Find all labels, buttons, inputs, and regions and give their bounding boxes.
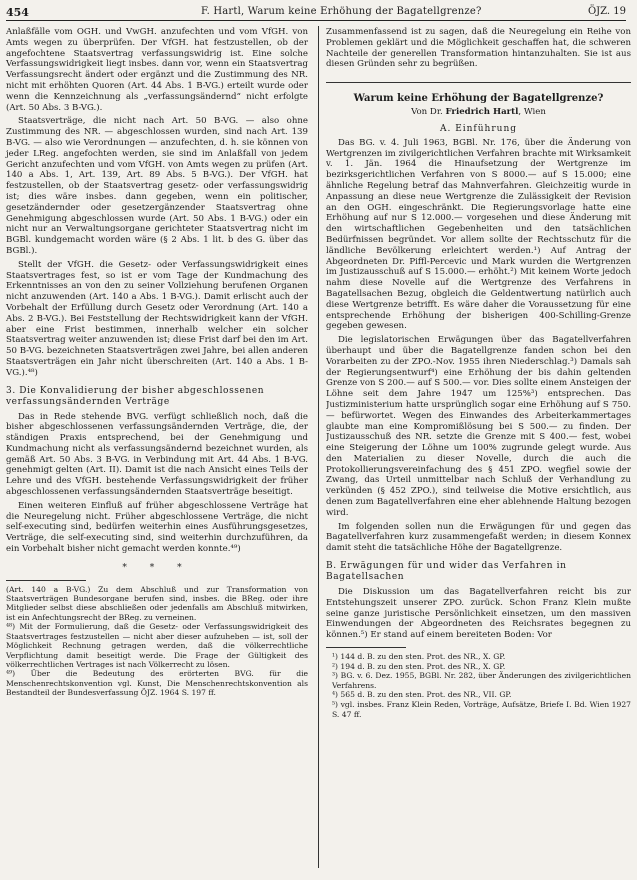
- header-rule: [6, 20, 626, 21]
- footnote-rule: [6, 580, 86, 581]
- paragraph: Stellt der VfGH. die Gesetz- oder Verfassungswidrigkeit eines Staatsvertrages fest, so ist er vom Tage der Kundmachung des Erkenntnisses an von den zu seiner Vollziehung berufenen Organen nicht anzuwenden (Art. 140 a Abs. 1 B-VG.). Damit erlischt auch der Vorbehalt der Erfüllung durch Gesetz oder Verordnung (Art. 140 a Abs. 2 B-VG.). Bei Feststellung der Rechtswidrigkeit kann der VfGH. aber eine Frist bestimmen, innerhalb welcher ein solcher Staatsvertrag weiter anzuwenden ist; diese Frist darf bei den im Art. 50 B-VG. bezeichneten Staatsverträgen zwei Jahre, bei allen anderen Staatsverträgen ein Jahr nicht überschreiten (Art. 140 a Abs. 1 B-VG.).⁴⁸): [6, 259, 308, 378]
- article-title: Warum keine Erhöhung der Bagatellgrenze?: [353, 93, 604, 105]
- right-column: [326, 27, 631, 719]
- footnote: ¹) 144 d. B. zu den sten. Prot. des NR., X. GP.: [332, 652, 506, 662]
- section-heading: B. Erwägungen für und wider das Verfahren in Bagatellsachen: [326, 561, 567, 583]
- footnote: ⁵) vgl. insbes. Franz Klein Reden, Vorträge, Aufsätze, Briefe I. Bd. Wien 1927 S. 47 ff.: [332, 700, 631, 719]
- paragraph: Im folgenden sollen nun die Erwägungen für und gegen das Bagatellverfahren kurz zusammengefaßt werden; in diesem Konnex damit steht die tatsächliche Höhe der Bagatellgrenze.: [326, 521, 631, 554]
- section-separator: * * *: [122, 562, 192, 573]
- footnote: ⁴⁹) Über die Bedeutung des erörterten BVG. für die Menschenrechtskonvention vgl. Kunst, Die Menschenrechtskonvention als Bestandteil der Bundesverfassung ÖJZ. 1964 S. 197 ff.: [6, 669, 308, 698]
- paragraph: Die legislatorischen Erwägungen über das Bagatellverfahren überhaupt und über die Bagatellgrenze fanden schon bei den Vorarbeiten zu der ZPO.-Nov. 1955 ihren Niederschlag.³) Damals sah der Regierungsentwurf⁴) eine Erhöhung der bis dahin geltenden Grenze von S 200.— auf S 500.— vor. Dies sollte einem Ansteigen der Löhne seit dem Jahre 1947 um 125%³) entsprechen. Das Justizministerium hatte ursprünglich sogar eine Erhöhung auf S 750.— befürwortet. Wegen des Einwandes des Arbeiterkammertages glaubte man eine Kompromißlösung bei S 500.— zu finden. Der Justizausschuß des NR. setzte die Grenze mit S 400.— fest, wobei eine Steigerung der Löhne um 100% zugrunde gelegt wurde. Aus den Materialien zu dieser Novelle, durch die auch die Protokollierungsvereinfachung des § 451 ZPO. wegfiel sowie der Zwang, das Urteil unmittelbar nach Schluß der Verhandlung zu verkünden (§ 452 ZPO.), sind teilweise die Motive ersichtlich, aus denen zum Bagatellverfahren eine eher ablehnende Haltung bezogen wird.: [326, 335, 631, 518]
- author-name: Friedrich Hartl: [445, 107, 519, 118]
- journal-label: ÖJZ. 19: [587, 6, 626, 17]
- footnote: ⁴) 565 d. B. zu den sten. Prot. des NR., VII. GP.: [332, 690, 512, 700]
- article-rule: [326, 82, 631, 83]
- paragraph: Staatsverträge, die nicht nach Art. 50 B-VG. — also ohne Zustimmung des NR. — abgeschlossen wurden, sind nach Art. 139 B-VG. — also wie Verordnungen — anzufechten, d. h. sie können von jeder LReg. angefochten werden, sie sind im Anlaßfall von jedem Gericht anzufechten und vom VfGH. von Amts wegen zu prüfen (Art. 140 a Abs. 1, Art. 139, Art. 89 Abs. 5 B-VG.). Der VfGH. hat festzustellen, ob der Staatsvertrag gesetz- oder verfassungswidrig ist; dies wäre insbes. dann gegeben, wenn ein politischer, gesetzändernder oder gesetzergänzender Staatsvertrag ohne Genehmigung abgeschlossen wurde (Art. 50 Abs. 1 B-VG.) oder ein nicht nur an Verwaltungsorgane gerichteter Staatsvertrag nicht im BGBl. kundgemacht worden wäre (§ 2 Abs. 1 lit. b des G. über das BGBl.).: [6, 116, 308, 256]
- author-place: , Wien: [518, 107, 546, 118]
- column-divider: [318, 26, 319, 868]
- footnote: ⁴⁸) Mit der Formulierung, daß die Gesetz- oder Verfassungswidrigkeit des Staatsvertrages festzustellen — nicht aber dieser aufzuheben — ist, soll der Möglichkeit Rechnung getragen werden, daß die völkerrechtliche Verpflichtung damit beseitigt werde. Die Frage der Gültigkeit des völkerrechtlichen Vertrages ist nach Völkerrecht zu lösen.: [6, 622, 308, 669]
- paragraph: Das BG. v. 4. Juli 1963, BGBl. Nr. 176, über die Änderung von Wertgrenzen im zivilgerichtlichen Verfahren brachte mit Wirksamkeit v. 1. Jän. 1964 die Hinaufsetzung der Wertgrenze im bezirksgerichtlichen Verfahren von S 8000.— auf S 15.000; eine ähnliche Regelung betraf das Mahnverfahren. Gleichzeitig wurde in Anpassung an diese neue Wertgrenze die Zulässigkeit der Revision an den OGH. eingeschränkt. Die Regierungsvorlage hatte eine Erhöhung auf nur S 12.000.— vorgesehen und diese Änderung mit den wirtschaftlichen Gegebenheiten und den tatsächlichen Bedürfnissen begründet. Vor allem sollte der Rechtsschutz für die ländliche Bevölkerung erleichtert werden.¹) Auf Antrag der Abgeordneten Dr. Piffl-Percevic und Mark wurden die Wertgrenzen im Justizausschuß auf S 15.000.— erhöht.²) Mit keinem Worte jedoch nahm diese Novelle auf die Wertgrenze des Verfahrens in Bagatellsachen Bezug, obgleich die Geldentwertung natürlich auch diese Wertgrenze betrifft. Es wäre daher die Voraussetzung für eine entsprechende Erhöhung der bisherigen 400-Schilling-Grenze gegeben gewesen.: [326, 137, 631, 332]
- section-heading: A. Einführung: [439, 123, 518, 134]
- paragraph: Das in Rede stehende BVG. verfügt schließlich noch, daß die bisher abgeschlossenen verfassungsändernden Verträge, die, der ständigen Praxis entsprechend, bei der Genehmigung und Kundmachung nicht als verfassungsändernd bezeichnet wurden, als gemäß Art. 50 Abs. 3 B-VG. in Verbindung mit Art. 44 Abs. 1 B-VG. genehmigt gelten (Art. II). Damit ist die nach Ansicht eines Teils der Lehre und des VfGH. bestehende Verfassungswidrigkeit der früher abgeschlossenen verfassungsändernden Staatsverträge beseitigt.: [6, 411, 308, 498]
- section-subheading: 3. Die Konvalidierung der bisher abgeschlossenen verfassungsändernden Verträge: [6, 385, 265, 407]
- footnote: (Art. 140 a B-VG.) Zu dem Abschluß und zur Transformation von Staatsverträgen Bundesorgane berufen sind, insbes. die BReg. oder ihre Mitglieder selbst diese abschließen oder jedenfalls am Abschluß mitwirken, ist ein Anfechtungsrecht der BReg. zu verneinen.: [6, 584, 308, 622]
- left-column: [6, 27, 308, 698]
- footnote: ³) BG. v. 6. Dez. 1955, BGBl. Nr. 282, über Änderungen des zivilgerichtlichen Verfahrens.: [332, 671, 631, 690]
- page-number: 454: [6, 6, 29, 19]
- footnote: ²) 194 d. B. zu den sten. Prot. des NR., X. GP.: [332, 661, 506, 671]
- article-author: [326, 107, 631, 118]
- paragraph: Zusammenfassend ist zu sagen, daß die Neuregelung ein Reihe von Problemen geklärt und die Möglichkeit geschaffen hat, die schweren Nachteile der generellen Transformation hintanzuhalten. Sie ist aus diesen Gründen sehr zu begrüßen.: [326, 27, 631, 70]
- footnote-rule: [326, 647, 406, 648]
- author-prefix: Von Dr.: [411, 107, 443, 118]
- paragraph: Einen weiteren Einfluß auf früher abgeschlossene Verträge hat die Neuregelung nicht. Früher abgeschlossene Verträge, die nicht self-executing sind, bedürfen weiterhin eines Ausführungsgesetzes, Verträge, die self-executing sind, sind weiterhin durchzuführen, da ein Vorbehalt bisher nicht gemacht werden konnte.⁴⁹): [6, 500, 308, 555]
- paragraph: Die Diskussion um das Bagatellverfahren reicht bis zur Entstehungszeit unserer ZPO. zurück. Schon Franz Klein mußte seine ganze juristische Persönlichkeit einsetzen, um den massiven Einwendungen der Abgeordneten des Reichsrates begegnen zu können.⁵) Er stand auf einem bereiteten Boden: Vor: [326, 587, 631, 641]
- paragraph: Anlaßfälle vom OGH. und VwGH. anzufechten und vom VfGH. von Amts wegen zu überprüfen. Der VfGH. hat festzustellen, ob der angefochtene Staatsvertrag verfassungswidrig ist. Eine solche Verfassungswidrigkeit liegt insbes. dann vor, wenn ein Staatsvertrag Verfassungsrecht ändert oder ergänzt und die Zustimmung des NR. nicht mit erhöhten Quoren (Art. 44 Abs. 1 B-VG.) erteilt wurde oder wenn die Kennzeichnung als „verfassungsändernd“ nicht erfolgte (Art. 50 Abs. 3 B-VG.).: [6, 27, 308, 113]
- running-title: F. Hartl, Warum keine Erhöhung der Bagatellgrenze?: [201, 6, 482, 17]
